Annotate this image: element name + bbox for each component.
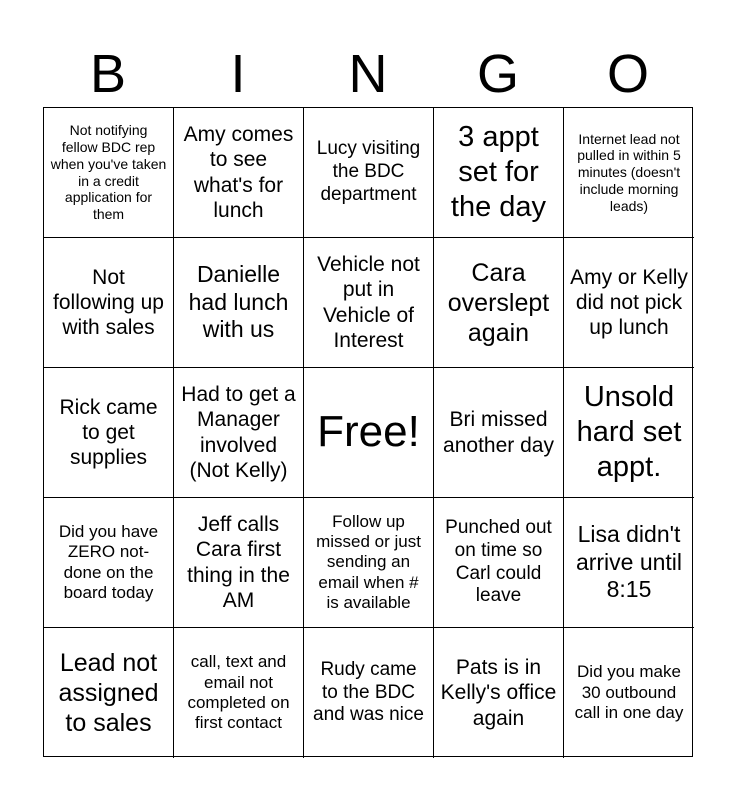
cell-text: Lisa didn't arrive until 8:15 bbox=[575, 521, 683, 603]
bingo-cell-r4c2[interactable] bbox=[174, 498, 304, 628]
bingo-cell-r4c5[interactable] bbox=[564, 498, 694, 628]
cell-text: Cara overslept again bbox=[447, 258, 550, 347]
header-letter-i: I bbox=[230, 44, 246, 104]
cell-text: Had to get a Manager involved (Not Kelly) bbox=[181, 383, 296, 482]
cell-text: Jeff calls Cara first thing in the AM bbox=[187, 513, 290, 612]
cell-text: Vehicle not put in Vehicle of Interest bbox=[317, 253, 420, 352]
cell-text: call, text and email not completed on first contact bbox=[187, 652, 290, 733]
cell-text: Not following up with sales bbox=[53, 265, 164, 340]
cell-text: Danielle had lunch with us bbox=[188, 261, 289, 343]
cell-text: Unsold hard set appt. bbox=[576, 381, 682, 483]
free-space-text: Free! bbox=[317, 407, 420, 457]
bingo-cell-r3c5[interactable] bbox=[564, 368, 694, 498]
cell-text: Rudy came to the BDC and was nice bbox=[313, 658, 424, 726]
bingo-cell-r4c4[interactable] bbox=[434, 498, 564, 628]
cell-text: Internet lead not pulled in within 5 minutes (doesn't include morning leads) bbox=[577, 130, 681, 214]
bingo-cell-r1c1[interactable] bbox=[44, 108, 174, 238]
bingo-cell-r2c2[interactable] bbox=[174, 238, 304, 368]
cell-text: 3 appt set for the day bbox=[450, 121, 547, 223]
header-letter-b: B bbox=[89, 44, 127, 104]
bingo-cell-r1c2[interactable] bbox=[174, 108, 304, 238]
cell-text: Not notifying fellow BDC rep when you've taken in a credit application for them bbox=[50, 122, 167, 223]
bingo-cell-r5c1[interactable] bbox=[44, 628, 174, 758]
cell-text: Lead not assigned to sales bbox=[58, 649, 159, 737]
header-letter-n: N bbox=[348, 44, 388, 104]
bingo-grid bbox=[43, 107, 693, 757]
bingo-cell-r2c5[interactable] bbox=[564, 238, 694, 368]
bingo-cell-r4c1[interactable] bbox=[44, 498, 174, 628]
bingo-cell-r2c4[interactable] bbox=[434, 238, 564, 368]
bingo-cell-r2c1[interactable] bbox=[44, 238, 174, 368]
bingo-cell-r5c3[interactable] bbox=[304, 628, 434, 758]
cell-text: Pats is in Kelly's office again bbox=[440, 656, 557, 730]
cell-text: Rick came to get supplies bbox=[59, 395, 158, 470]
bingo-cell-r5c5[interactable] bbox=[564, 628, 694, 758]
bingo-cell-free[interactable] bbox=[304, 368, 434, 498]
cell-text: Follow up missed or just sending an email when # is available bbox=[316, 511, 421, 613]
bingo-cell-r1c4[interactable] bbox=[434, 108, 564, 238]
cell-text: Amy or Kelly did not pick up lunch bbox=[570, 265, 688, 340]
cell-text: Lucy visiting the BDC department bbox=[316, 138, 421, 205]
bingo-cell-r5c4[interactable] bbox=[434, 628, 564, 758]
bingo-header bbox=[43, 40, 693, 108]
bingo-cell-r1c3[interactable] bbox=[304, 108, 434, 238]
bingo-cell-r2c3[interactable] bbox=[304, 238, 434, 368]
header-letter-g: G bbox=[476, 44, 519, 104]
bingo-cell-r3c4[interactable] bbox=[434, 368, 564, 498]
bingo-cell-r3c2[interactable] bbox=[174, 368, 304, 498]
cell-text: Amy comes to see what's for lunch bbox=[183, 123, 294, 222]
cell-text: Punched out on time so Carl could leave bbox=[445, 516, 552, 607]
bingo-cell-r3c1[interactable] bbox=[44, 368, 174, 498]
bingo-cell-r4c3[interactable] bbox=[304, 498, 434, 628]
bingo-cell-r5c2[interactable] bbox=[174, 628, 304, 758]
bingo-cell-r1c5[interactable] bbox=[564, 108, 694, 238]
cell-text: Did you have ZERO not-done on the board today bbox=[58, 521, 159, 602]
header-letter-o: O bbox=[606, 44, 649, 104]
cell-text: Did you make 30 outbound call in one day bbox=[574, 662, 684, 723]
cell-text: Bri missed another day bbox=[443, 408, 554, 457]
